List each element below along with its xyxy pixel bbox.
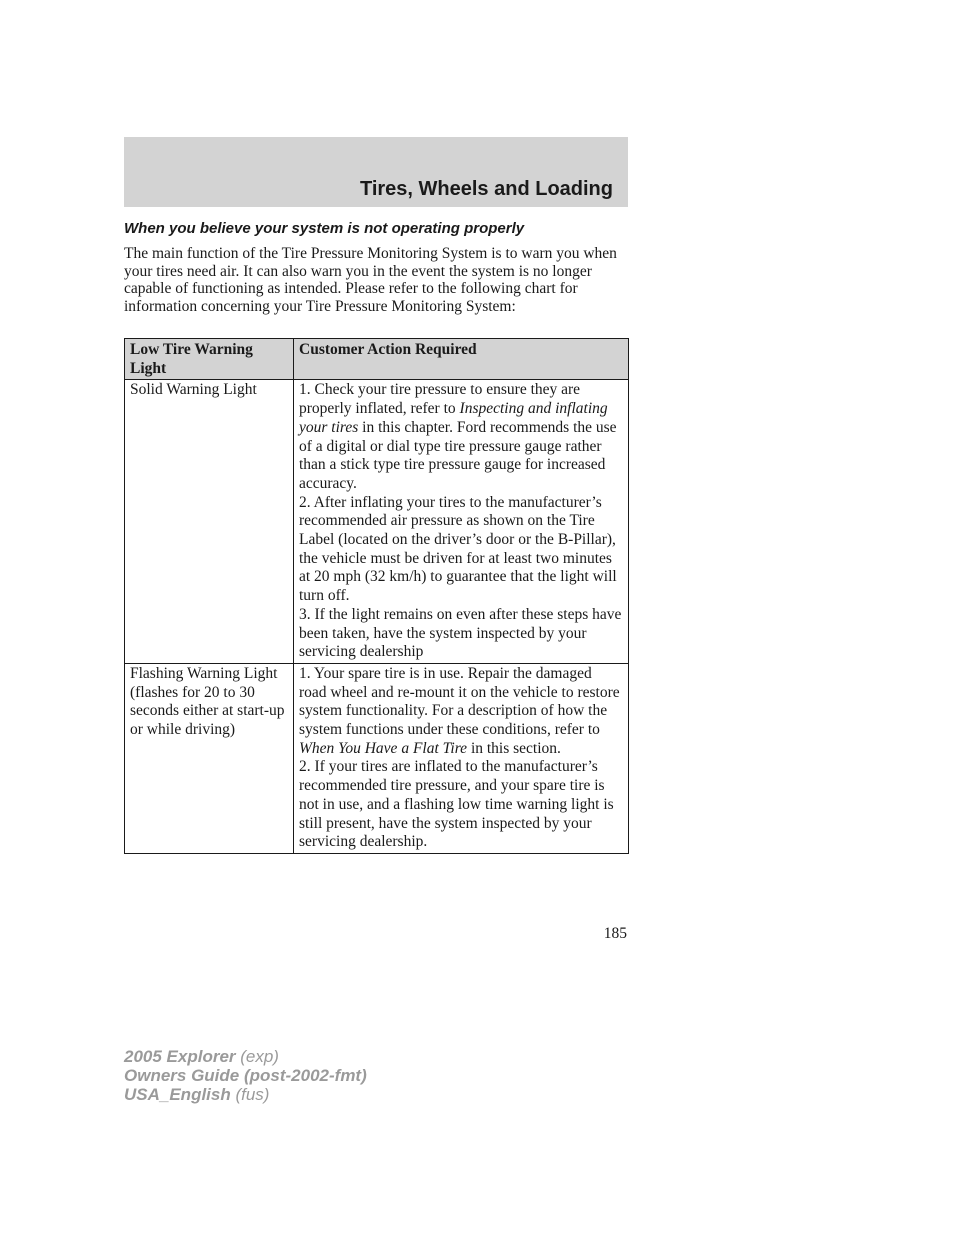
footer-language-name: USA_English <box>124 1085 231 1104</box>
footer-guide-name: Owners Guide (post-2002-fmt) <box>124 1066 367 1085</box>
intro-paragraph: The main function of the Tire Pressure Monitoring System is to warn you when your tires need air. It can also warn you in the event the system is no longer capable of functioning as intended. Please refer to the following chart for information concerning your Tire Pressure Monitoring System: <box>124 245 617 315</box>
cross-reference: Inspecting and inflating your tires <box>299 400 608 436</box>
section-header-band <box>124 137 628 207</box>
footer-language-code: (fus) <box>230 1085 270 1104</box>
warning-light-cell: Flashing Warning Light (flashes for 20 to 30 seconds either at start-up or while driving) <box>125 663 294 853</box>
section-title: Tires, Wheels and Loading <box>359 178 613 200</box>
footer-line-model <box>124 1047 367 1066</box>
warning-light-cell: Solid Warning Light <box>125 380 294 664</box>
footer-line-guide <box>124 1066 367 1085</box>
header-low-tire-warning-light: Low Tire Warning Light <box>125 339 294 380</box>
action-text: 1. Check your tire pressure to ensure they are properly inflated, refer to <box>299 381 581 418</box>
document-footer <box>124 1047 367 1104</box>
footer-line-language <box>124 1085 367 1104</box>
action-text: 1. Your spare tire is in use. Repair the damaged road wheel and re-mount it on the vehicle to restore system functionality. For a description of how the system functions under these conditions, refer to <box>299 664 620 739</box>
footer-model-code: (exp) <box>235 1047 279 1066</box>
table-row <box>125 663 629 853</box>
action-text: in this section. <box>467 739 561 757</box>
tpms-chart-table <box>124 338 629 854</box>
table-header-row <box>125 339 629 380</box>
action-step: 3. If the light remains on even after these steps have been taken, have the system inspected by your servicing dealership <box>299 605 622 661</box>
footer-model-name: 2005 Explorer <box>124 1047 236 1066</box>
action-step: 2. After inflating your tires to the manufacturer’s recommended air pressure as shown on the Tire Label (located on the driver’s door or the B-Pillar), the vehicle must be driven for at least two minutes at 20 mph (32 km/h) to guarantee that the light will turn off. <box>299 493 617 605</box>
action-text: in this chapter. Ford recommends the use of a digital or dial type tire pressure gauge rather than a stick type tire pressure gauge for increased accuracy. <box>299 418 617 492</box>
table-row <box>125 380 629 664</box>
cross-reference: When You Have a Flat Tire <box>299 739 468 757</box>
header-customer-action-required: Customer Action Required <box>294 339 629 380</box>
action-cell <box>294 663 629 853</box>
subheading: When you believe your system is not operating properly <box>124 220 525 237</box>
page-number: 185 <box>603 925 627 942</box>
action-step <box>299 665 623 759</box>
action-step <box>299 381 623 493</box>
action-step: 2. If your tires are inflated to the manufacturer’s recommended tire pressure, and your spare tire is not in use, and a flashing low time warning light is still present, have the system inspected by your servicing dealership. <box>299 758 614 851</box>
action-cell <box>294 380 629 664</box>
